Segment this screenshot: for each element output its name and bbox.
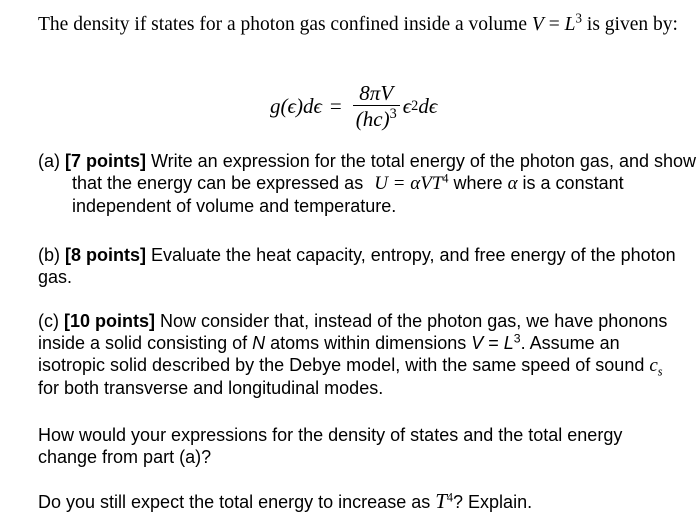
formula-exponent: 4 [442, 171, 449, 186]
part-b [38, 244, 678, 288]
part-a-text-3: is a constant independent of volume and temperature. [72, 173, 624, 216]
length-symbol-c: L [503, 333, 514, 353]
part-c-text: Now consider that, instead of the photon gas, we have phonons inside a solid consisting of [38, 311, 668, 353]
part-b-label: (b) [38, 245, 65, 265]
part-a-text: Write an expression for the total energy of the photon gas, and show that the energy can be expressed as [72, 151, 697, 193]
energy-differential: dϵ [418, 93, 438, 118]
length-exponent: 3 [575, 10, 583, 26]
equation-equals: = [329, 93, 342, 118]
part-b-text: Evaluate the heat capacity, entropy, and free energy of the photon gas. [38, 245, 676, 287]
part-c [38, 310, 678, 399]
energy-formula: U = αVT [374, 173, 443, 194]
denominator-base: (hc) [355, 107, 390, 131]
part-c-text-2: atoms within dimensions [265, 333, 472, 353]
atom-count-symbol: N [252, 333, 266, 353]
length-exponent-c: 3 [513, 331, 521, 346]
part-c-label: (c) [38, 311, 64, 331]
part-c-text-3: . Assume an isotropic solid described by the Debye model, with the same speed of sound [38, 333, 650, 375]
question-t4-scaling [38, 490, 678, 513]
part-c-text-4: for both transverse and longitudinal modes. [38, 378, 384, 398]
question-2-text-end: ? Explain. [453, 492, 533, 512]
part-a [38, 150, 700, 217]
equals-sign: = [543, 14, 565, 35]
part-a-label: (a) [38, 151, 65, 171]
sound-speed-subscript: s [657, 364, 663, 379]
temperature-exponent: 4 [446, 490, 454, 505]
question-2-text: Do you still expect the total energy to increase as [38, 492, 436, 512]
question-density-energy: How would your expressions for the density of states and the total energy change from part (a)? [38, 425, 623, 467]
equation-lhs: g(ϵ)dϵ [270, 93, 322, 118]
equation-fraction [353, 82, 400, 130]
part-a-points: [7 points] [65, 151, 146, 171]
part-c-equals: = [483, 333, 504, 353]
temperature-symbol: T [435, 489, 447, 513]
fraction-numerator: 8πV [359, 81, 394, 105]
density-of-states-equation: g(ϵ)dϵ = $\frac{8\pi V}{(hc)^3}$ ϵ 2 dϵ [270, 81, 438, 131]
part-c-points: [10 points] [64, 311, 156, 331]
alpha-symbol: α [507, 173, 518, 194]
intro-paragraph [38, 12, 678, 38]
length-symbol: L [564, 14, 576, 35]
denominator-exponent: 3 [389, 106, 397, 123]
part-b-points: [8 points] [65, 245, 146, 265]
sound-speed-symbol: c [649, 355, 658, 376]
energy-variable: ϵ [402, 93, 412, 118]
volume-symbol: V [531, 14, 544, 35]
volume-symbol-c: V [471, 333, 484, 353]
intro-text-end: is given by: [582, 14, 678, 35]
intro-text: The density if states for a photon gas confined inside a volume [38, 14, 532, 35]
fraction-denominator [353, 105, 400, 130]
part-a-text-2: where [448, 173, 508, 193]
